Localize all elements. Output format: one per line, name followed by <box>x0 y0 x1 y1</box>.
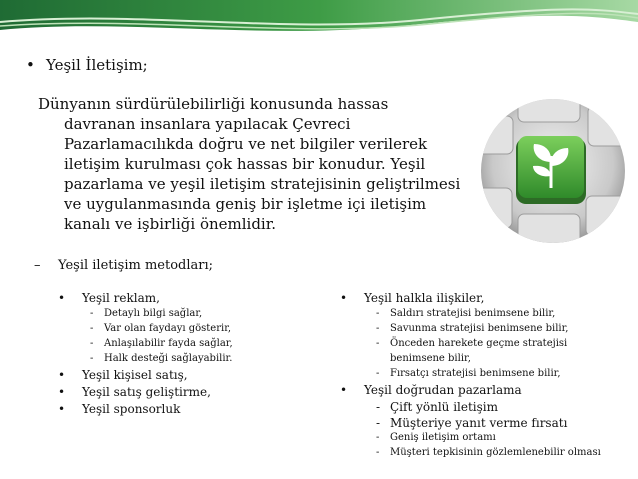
list-subitem: - Müşteri tepkisinin gözlemlenebilir olması <box>376 447 601 458</box>
paragraph-line: davranan insanlara yapılacak Çevreci <box>64 115 351 133</box>
list-subitem: - Halk desteği sağlayabilir. <box>90 353 233 364</box>
left-column <box>58 291 328 419</box>
list-subitem: - Savunma stratejisi benimsene bilir, <box>376 323 569 334</box>
intro-paragraph <box>38 94 478 234</box>
list-subitem: - Var olan faydayı gösterir, <box>90 323 232 334</box>
list-subitem: - Detaylı bilgi sağlar, <box>90 308 203 319</box>
paragraph-line: Dünyanın sürdürülebilirliği konusunda hassas <box>38 95 389 113</box>
paragraph-line: kanalı ve işbirliği önemlidir. <box>64 215 277 233</box>
list-subitem: - Müşteriye yanıt verme fırsatı <box>376 416 568 430</box>
section-heading <box>26 56 148 74</box>
list-subitem: - Çift yönlü iletişim <box>376 400 499 414</box>
list-item: • Yeşil doğrudan pazarlama <box>340 383 522 397</box>
list-item: • Yeşil kişisel satış, <box>58 368 188 382</box>
heading-bullet: • <box>26 56 35 74</box>
methods-heading <box>34 258 213 273</box>
list-subitem: - Önceden harekete geçme stratejisi <box>376 338 568 349</box>
list-subitem: - Geniş iletişim ortamı <box>376 432 496 443</box>
paragraph-line: Pazarlamacılıkda doğru ve net bilgiler verilerek <box>64 135 428 153</box>
right-column <box>340 291 636 462</box>
list-subitem: - Saldırı stratejisi benimsene bilir, <box>376 308 556 319</box>
methods-text: Yeşil iletişim metodları; <box>58 258 213 273</box>
green-wave-banner-icon <box>0 0 638 44</box>
list-item: • Yeşil sponsorluk <box>58 402 181 416</box>
list-item: • Yeşil satış geliştirme, <box>58 385 211 399</box>
list-item: • Yeşil reklam, <box>58 291 160 305</box>
paragraph-line: ve uygulanmasında geniş bir işletme içi iletişim <box>64 195 427 213</box>
green-leaf-key-icon <box>478 96 628 246</box>
list-subitem: - Fırsatçı stratejisi benimsene bilir, <box>376 368 561 379</box>
paragraph-line: pazarlama ve yeşil iletişim stratejisinin geliştrilmesi <box>64 175 461 193</box>
list-subitem-continuation: benimsene bilir, <box>390 353 471 364</box>
list-subitem: - Anlaşılabilir fayda sağlar, <box>90 338 233 349</box>
methods-dash: – <box>34 258 41 273</box>
paragraph-line: iletişim kurulması çok hassas bir konudur. Yeşil <box>64 155 426 173</box>
heading-text: Yeşil İletişim; <box>46 56 148 74</box>
list-item: • Yeşil halkla ilişkiler, <box>340 291 485 305</box>
top-banner <box>0 0 638 44</box>
